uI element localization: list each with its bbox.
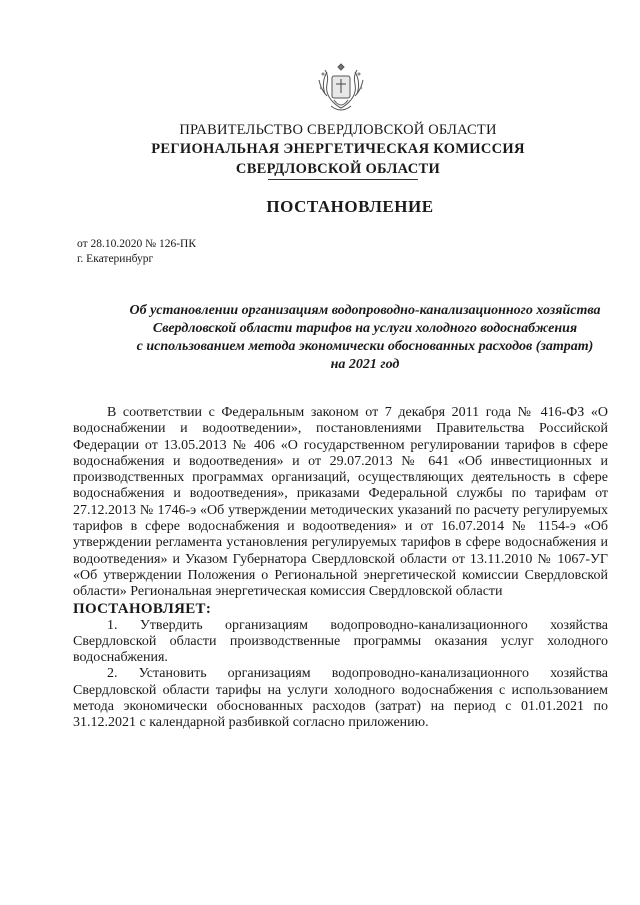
document-body xyxy=(73,405,608,732)
resolution-item-2: 2. Установить организациям водопроводно-канализационного хозяйства Свердловской области тарифы на услуги холодного водоснабжения с использованием метода экономически обоснованных расходов (затрат) на период с 01.01.2021 по 31.12.2021 с календарной разбивкой согласно приложению. xyxy=(73,666,608,731)
resolves-heading: ПОСТАНОВЛЯЕТ: xyxy=(73,600,212,617)
coat-of-arms-emblem xyxy=(313,60,369,116)
document-city: г. Екатеринбург xyxy=(77,253,154,265)
subject-line: с использованием метода экономически обоснованных расходов (затрат) xyxy=(136,339,594,354)
document-date-number: от 28.10.2020 № 126-ПК xyxy=(77,238,197,250)
header-divider xyxy=(268,179,418,180)
subject-line: Свердловской области тарифов на услуги холодного водоснабжения xyxy=(152,321,578,336)
document-subject xyxy=(78,302,640,374)
preamble-paragraph: В соответствии с Федеральным законом от 7 декабря 2011 года № 416-ФЗ «О водоснабжении и водоотведении», постановлениями Правительства Российской Федерации от 13.05.2013 № 406 «О государственном регулировании тарифов в сфере водоснабжения и водоотведения» и от 29.07.2013 № 641 «Об инвестиционных и производственных программах организаций, осуществляющих деятельность в сфере водоснабжения и водоотведения», приказами Федеральной службы по тарифам от 27.12.2013 № 1746-э «Об утверждении методических указаний по расчету регулируемых тарифов в сфере водоснабжения и водоотведения» и от 16.07.2014 № 1154-э «Об утверждении регламента установления регулируемых тарифов в сфере водоснабжения и водоотведения» и Указом Губернатора Свердловской области от 13.11.2010 № 1067-УГ «Об утверждении Положения о Региональной энергетической комиссии Свердловской области» Региональная энергетическая комиссия Свердловской области xyxy=(73,405,608,600)
government-name: ПРАВИТЕЛЬСТВО СВЕРДЛОВСКОЙ ОБЛАСТИ xyxy=(179,122,497,138)
document-title: ПОСТАНОВЛЕНИЕ xyxy=(266,197,434,216)
resolution-item-1: 1. Утвердить организациям водопроводно-канализационного хозяйства Свердловской области производственные программы оказания услуг холодного водоснабжения. xyxy=(73,617,608,666)
subject-line: Об установлении организациям водопроводно-канализационного хозяйства xyxy=(129,303,601,318)
commission-name: РЕГИОНАЛЬНАЯ ЭНЕРГЕТИЧЕСКАЯ КОМИССИЯ xyxy=(151,141,525,157)
commission-region: СВЕРДЛОВСКОЙ ОБЛАСТИ xyxy=(235,161,441,177)
subject-line: на 2021 год xyxy=(330,357,400,372)
